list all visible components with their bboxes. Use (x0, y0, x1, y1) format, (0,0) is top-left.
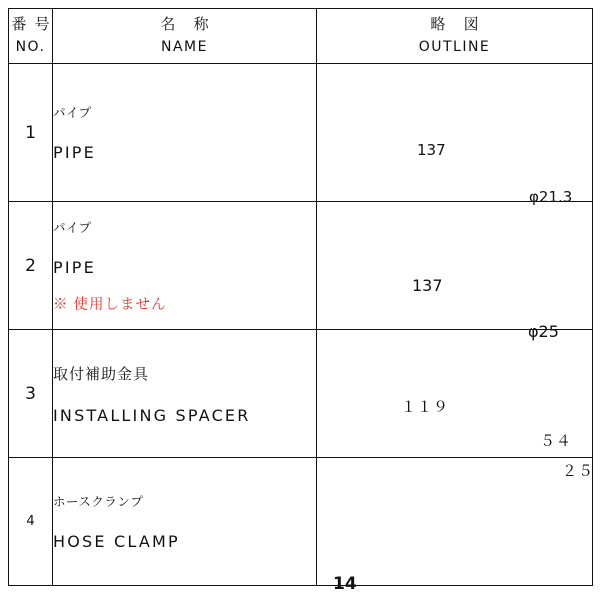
row-name-1 (53, 64, 317, 202)
row-name-4 (53, 458, 317, 586)
column-header-no-jp: 番 号 (11, 15, 52, 33)
row-name-jp-3: 取付補助金具 (53, 365, 150, 383)
table-row (9, 458, 593, 586)
column-header-outline-en: OUTLINE (418, 39, 491, 56)
row-name-en-3: INSTALLING SPACER (53, 405, 251, 425)
column-header-name (53, 9, 317, 64)
table-row (9, 202, 593, 330)
dim-diameter-1: φ21.3 (529, 187, 573, 206)
table-row (9, 330, 593, 458)
row-name-3 (53, 330, 317, 458)
parts-table (8, 8, 595, 594)
column-header-name-jp: 名 称 (160, 15, 216, 33)
row-note-2: ※ 使用しません (53, 296, 167, 313)
row-number-1: 1 (9, 64, 53, 202)
row-outline-3 (317, 330, 595, 480)
dim-length-2: 137 (412, 275, 443, 295)
table-header-row (9, 9, 593, 64)
row-name-en-2: PIPE (53, 257, 96, 277)
column-header-outline-jp: 略 図 (430, 15, 486, 33)
row-outline-2 (317, 202, 593, 341)
row-number-3: 3 (9, 330, 53, 458)
row-outline-1 (317, 64, 593, 206)
row-name-2 (53, 202, 317, 330)
dim-length-1: 137 (417, 140, 446, 159)
row-number-2: 2 (9, 202, 53, 330)
table-row (9, 64, 593, 202)
row-name-jp-2: パイプ (53, 220, 92, 235)
row-name-jp-4: ホースクランプ (53, 495, 144, 509)
dim-diameter-2: φ25 (528, 321, 559, 341)
dim-height-3: ５４ (540, 431, 573, 450)
column-header-no (9, 9, 53, 64)
dim-height2-3: ２５ (562, 461, 595, 480)
row-name-jp-1: パイプ (53, 106, 92, 120)
dim-width-4: 14 (333, 573, 357, 594)
column-header-outline (317, 9, 593, 64)
row-name-en-1: PIPE (53, 143, 96, 162)
dim-length-3: １１９ (401, 397, 450, 416)
row-outline-4 (317, 458, 593, 594)
row-number-4: 4 (9, 458, 53, 586)
row-name-en-4: HOSE CLAMP (53, 532, 180, 551)
column-header-no-en: NO. (15, 39, 46, 56)
column-header-name-en: NAME (161, 39, 208, 56)
